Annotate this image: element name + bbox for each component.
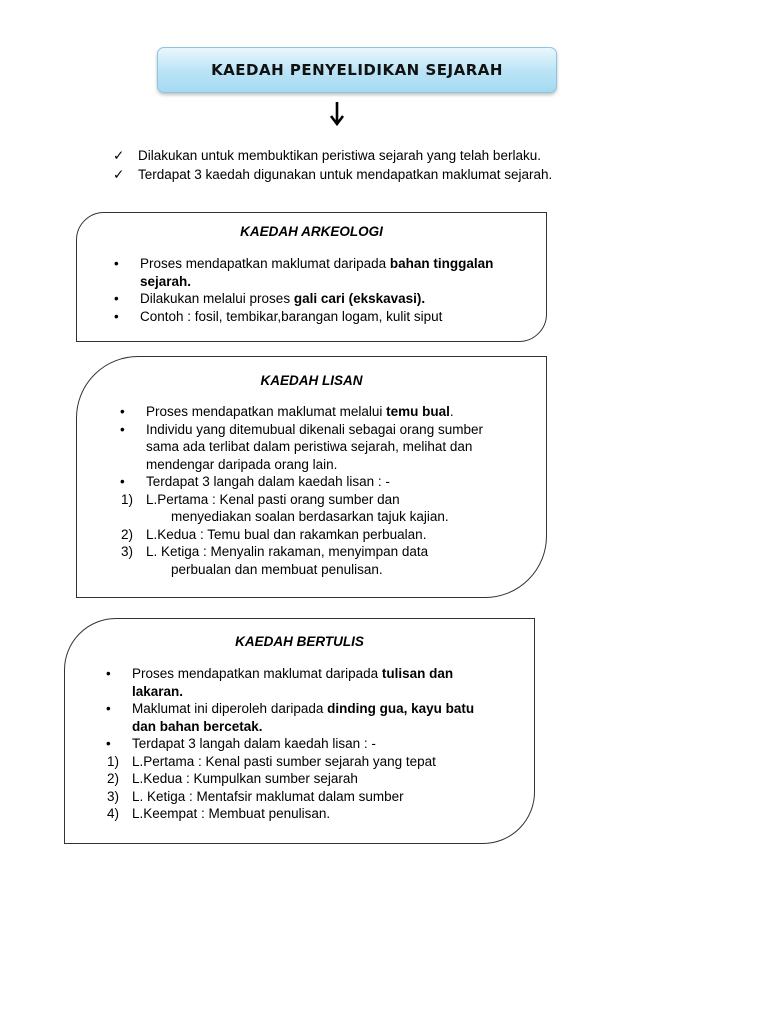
list-item: • Terdapat 3 langah dalam kaedah lisan : - (120, 474, 390, 489)
lisan-list (120, 403, 483, 578)
step-item: 3) L. Ketiga : Mentafsir maklumat dalam sumber (107, 788, 404, 804)
step-item: 2) L.Kedua : Kumpulkan sumber sejarah (107, 771, 358, 786)
list-item: • Proses mendapatkan maklumat daripada bahan tinggalan sejarah. (114, 256, 494, 289)
bertulis-list (106, 665, 475, 823)
arkeologi-title: KAEDAH ARKEOLOGI (240, 224, 383, 239)
lisan-box (76, 356, 547, 598)
bullet-icon: • (120, 421, 125, 437)
intro-item: ✓ Terdapat 3 kaedah digunakan untuk mendapatkan maklumat sejarah. (113, 167, 553, 182)
list-item: • Terdapat 3 langah dalam kaedah lisan : - (106, 736, 376, 751)
step-item: 3) L. Ketiga : Menyalin rakaman, menyimpan data perbualan dan membuat penulisan. (121, 544, 429, 577)
step-item: 4) L.Keempat : Membuat penulisan. (107, 806, 331, 821)
step-item: 1) L.Pertama : Kenal pasti sumber sejarah yang tepat (107, 753, 436, 769)
list-item: • Individu yang ditemubual dikenali sebagai orang sumber sama ada terlibat dalam peristiwa sejarah, melihat dan mendengar daripada orang lain. (120, 421, 483, 472)
lisan-title: KAEDAH LISAN (260, 373, 363, 388)
list-item: • Contoh : fosil, tembikar,barangan logam, kulit siput (114, 308, 443, 324)
arkeologi-list (114, 255, 494, 325)
checkmark-icon: ✓ (113, 167, 125, 182)
bullet-icon: • (114, 256, 119, 271)
list-item: • Proses mendapatkan maklumat melalui temu bual. (120, 404, 454, 419)
list-item: • Proses mendapatkan maklumat daripada tulisan dan lakaran. (106, 666, 454, 699)
bullet-icon: • (106, 701, 111, 716)
intro-list (113, 146, 552, 184)
bertulis-box (64, 618, 535, 844)
bullet-icon: • (106, 666, 111, 681)
page-title: KAEDAH PENYELIDIKAN SEJARAH (211, 61, 503, 79)
bullet-icon: • (106, 736, 111, 751)
bullet-icon: • (114, 291, 119, 306)
bertulis-title: KAEDAH BERTULIS (235, 634, 364, 649)
list-item: • Maklumat ini diperoleh daripada dinding gua, kayu batu dan bahan bercetak. (106, 701, 475, 734)
checkmark-icon: ✓ (113, 148, 125, 163)
title-banner (157, 47, 557, 93)
list-item: • Dilakukan melalui proses gali cari (ekskavasi). (114, 291, 426, 306)
arkeologi-box (76, 212, 547, 342)
arrow-down-icon (329, 100, 345, 128)
bullet-icon: • (120, 474, 125, 489)
intro-item: ✓ Dilakukan untuk membuktikan peristiwa sejarah yang telah berlaku. (113, 148, 541, 163)
bullet-icon: • (114, 308, 119, 324)
step-item: 1) L.Pertama : Kenal pasti orang sumber dan menyediakan soalan berdasarkan tajuk kajian. (121, 491, 449, 524)
bullet-icon: • (120, 404, 125, 419)
step-item: 2) L.Kedua : Temu bual dan rakamkan perbualan. (121, 526, 427, 542)
